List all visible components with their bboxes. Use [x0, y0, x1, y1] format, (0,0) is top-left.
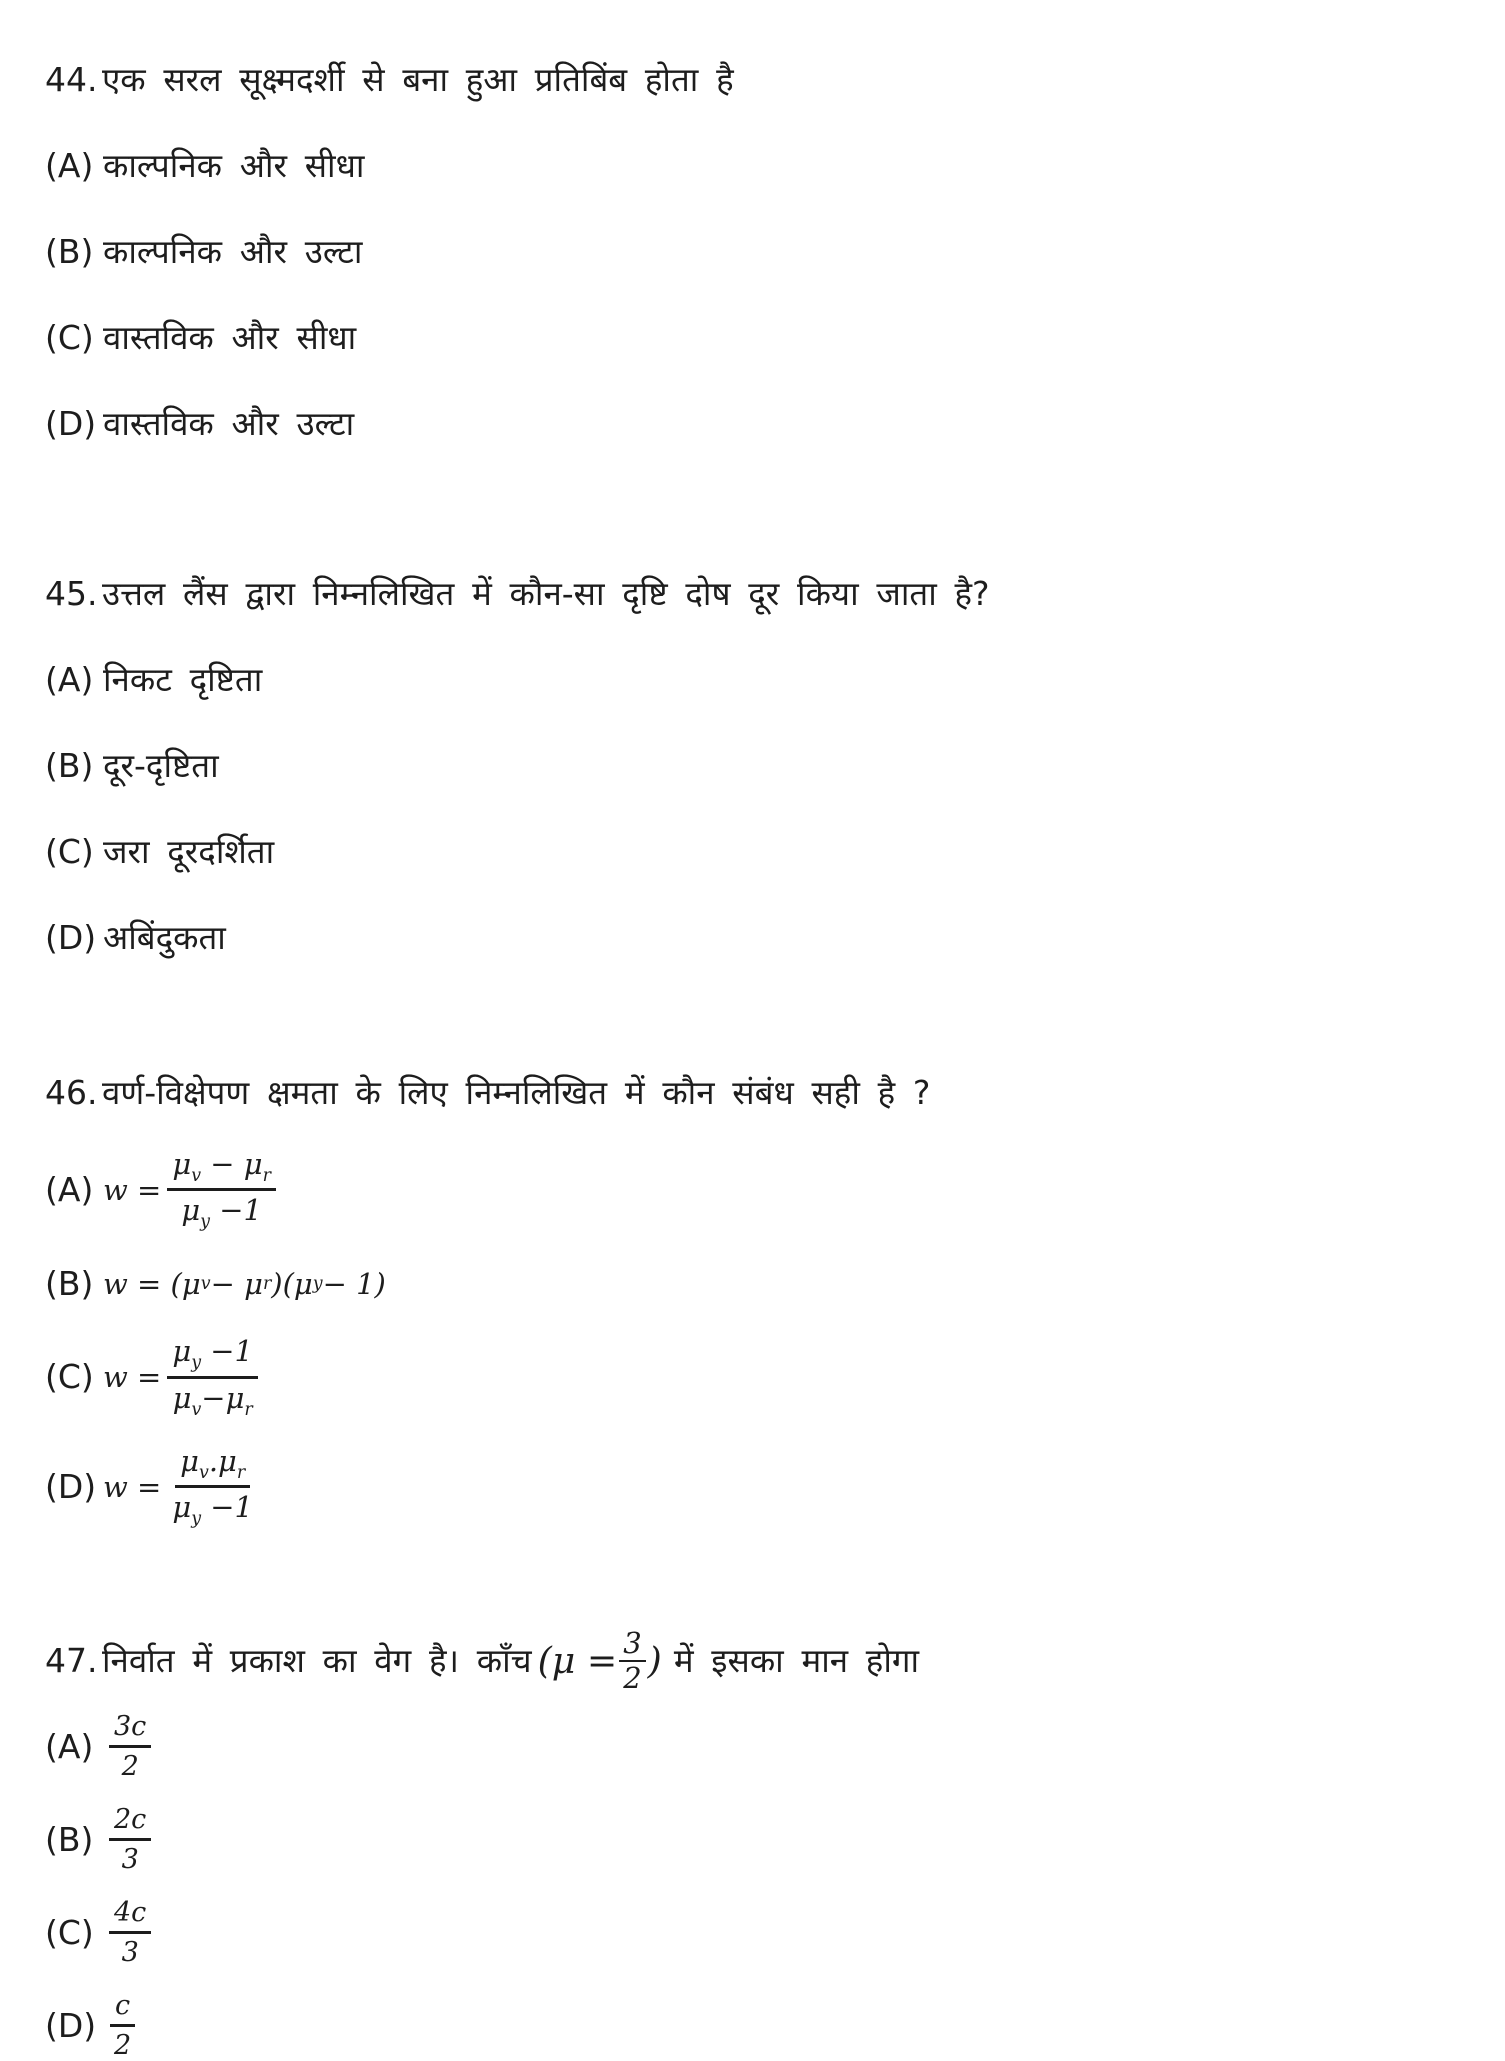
option-label: (C) [45, 1912, 94, 1952]
option-label: (D) [45, 404, 97, 443]
question-47-option-c [45, 1897, 1465, 1968]
question-47-option-b [45, 1804, 1465, 1875]
denominator: 2 [623, 1660, 642, 1695]
question-44 [45, 55, 1465, 449]
fraction [167, 1148, 276, 1231]
question-46-option-b [45, 1259, 1465, 1309]
formula-open-paren: (μ = [537, 1638, 618, 1682]
question-44-option-d [45, 399, 1465, 449]
numerator: 3 [619, 1628, 645, 1661]
numerator: $\mu_y -1$ [167, 1335, 258, 1378]
option-text: काल्पनिक और सीधा [103, 146, 365, 185]
question-46 [45, 1068, 1465, 1528]
fraction [109, 1711, 151, 1782]
formula [103, 1148, 282, 1231]
numerator: 4c [109, 1897, 151, 1934]
option-label: (B) [45, 746, 94, 785]
question-45-option-b [45, 741, 1465, 791]
option-text: वास्तविक और सीधा [103, 318, 357, 357]
option-text: दूर-दृष्टिता [103, 746, 219, 785]
option-text: निकट दृष्टिता [103, 660, 263, 699]
formula: w = (μ v − μ r )(μ y − 1) [103, 1267, 386, 1302]
option-label: (A) [45, 1726, 94, 1766]
question-47 [45, 1628, 1465, 2061]
option-text: जरा दूरदर्शिता [103, 832, 275, 871]
option-label: (B) [45, 1819, 94, 1859]
fraction [167, 1335, 258, 1418]
option-label: (C) [45, 832, 94, 871]
denominator: 2 [114, 2030, 132, 2061]
question-number: 46. [45, 1073, 98, 1112]
numerator: 3c [109, 1711, 151, 1748]
option-label: (C) [45, 318, 94, 357]
formula-lhs: w = [103, 1469, 162, 1504]
formula-lhs: w = [103, 1172, 162, 1207]
option-label: (D) [45, 1466, 97, 1506]
question-45-option-a [45, 655, 1465, 705]
numerator: $\mu_v - \mu_r$ [167, 1148, 276, 1191]
formula [103, 1804, 157, 1875]
denominator: $\mu_y -1$ [172, 1490, 253, 1529]
question-46-option-a [45, 1148, 1465, 1231]
question-44-option-b [45, 227, 1465, 277]
formula [103, 1711, 157, 1782]
formula [103, 1335, 264, 1418]
formula-lhs: w = [103, 1360, 162, 1395]
option-text: काल्पनिक और उल्टा [103, 232, 363, 271]
option-text: अबिंदुकता [103, 918, 226, 957]
formula-close-paren: ) [647, 1638, 662, 1682]
option-label: (D) [45, 2005, 97, 2045]
question-number: 44. [45, 60, 98, 99]
formula [103, 1445, 264, 1528]
question-number: 45. [45, 574, 98, 613]
fraction [109, 1990, 136, 2061]
question-45 [45, 569, 1465, 963]
question-text: वर्ण-विक्षेपण क्षमता के लिए निम्नलिखित में कौन संबंध सही है ? [102, 1073, 931, 1112]
question-44-option-a [45, 141, 1465, 191]
fraction [619, 1628, 645, 1693]
denominator: $\mu_v-\mu_r$ [172, 1380, 253, 1420]
numerator: $\mu_v.\mu_r$ [175, 1445, 250, 1488]
numerator: c [110, 1990, 135, 2027]
question-text-prefix: निर्वात में प्रकाश का वेग है। काँच [102, 1640, 532, 1680]
question-46-option-c [45, 1335, 1465, 1418]
option-label: (A) [45, 146, 94, 185]
formula [103, 1897, 157, 1968]
question-45-line [45, 569, 1465, 619]
question-46-option-d [45, 1445, 1465, 1528]
denominator: 2 [121, 1751, 139, 1783]
denominator: $\mu_y -1$ [181, 1193, 262, 1232]
numerator: 2c [109, 1804, 151, 1841]
inline-formula [538, 1628, 662, 1693]
formula [103, 1990, 142, 2061]
option-label: (A) [45, 1169, 94, 1209]
option-label: (B) [45, 232, 94, 271]
fraction [109, 1804, 151, 1875]
option-text: वास्तविक और उल्टा [103, 404, 355, 443]
option-label: (A) [45, 660, 94, 699]
question-47-option-d [45, 1990, 1465, 2061]
question-47-line [45, 1628, 1465, 1693]
fraction [167, 1445, 258, 1528]
question-47-option-a [45, 1711, 1465, 1782]
question-46-line [45, 1068, 1465, 1118]
fraction [109, 1897, 151, 1968]
question-number: 47. [45, 1640, 98, 1680]
denominator: 3 [121, 1844, 139, 1876]
question-text: उत्तल लैंस द्वारा निम्नलिखित में कौन-सा दृष्टि दोष दूर किया जाता है? [102, 574, 990, 613]
denominator: 3 [121, 1937, 139, 1969]
question-44-line [45, 55, 1465, 105]
question-text-suffix: में इसका मान होगा [673, 1640, 920, 1680]
question-45-option-d [45, 913, 1465, 963]
option-label: (C) [45, 1357, 94, 1397]
question-44-option-c [45, 313, 1465, 363]
option-label: (B) [45, 1264, 94, 1304]
question-45-option-c [45, 827, 1465, 877]
question-text: एक सरल सूक्ष्मदर्शी से बना हुआ प्रतिबिंब होता है [102, 60, 734, 99]
option-label: (D) [45, 918, 97, 957]
